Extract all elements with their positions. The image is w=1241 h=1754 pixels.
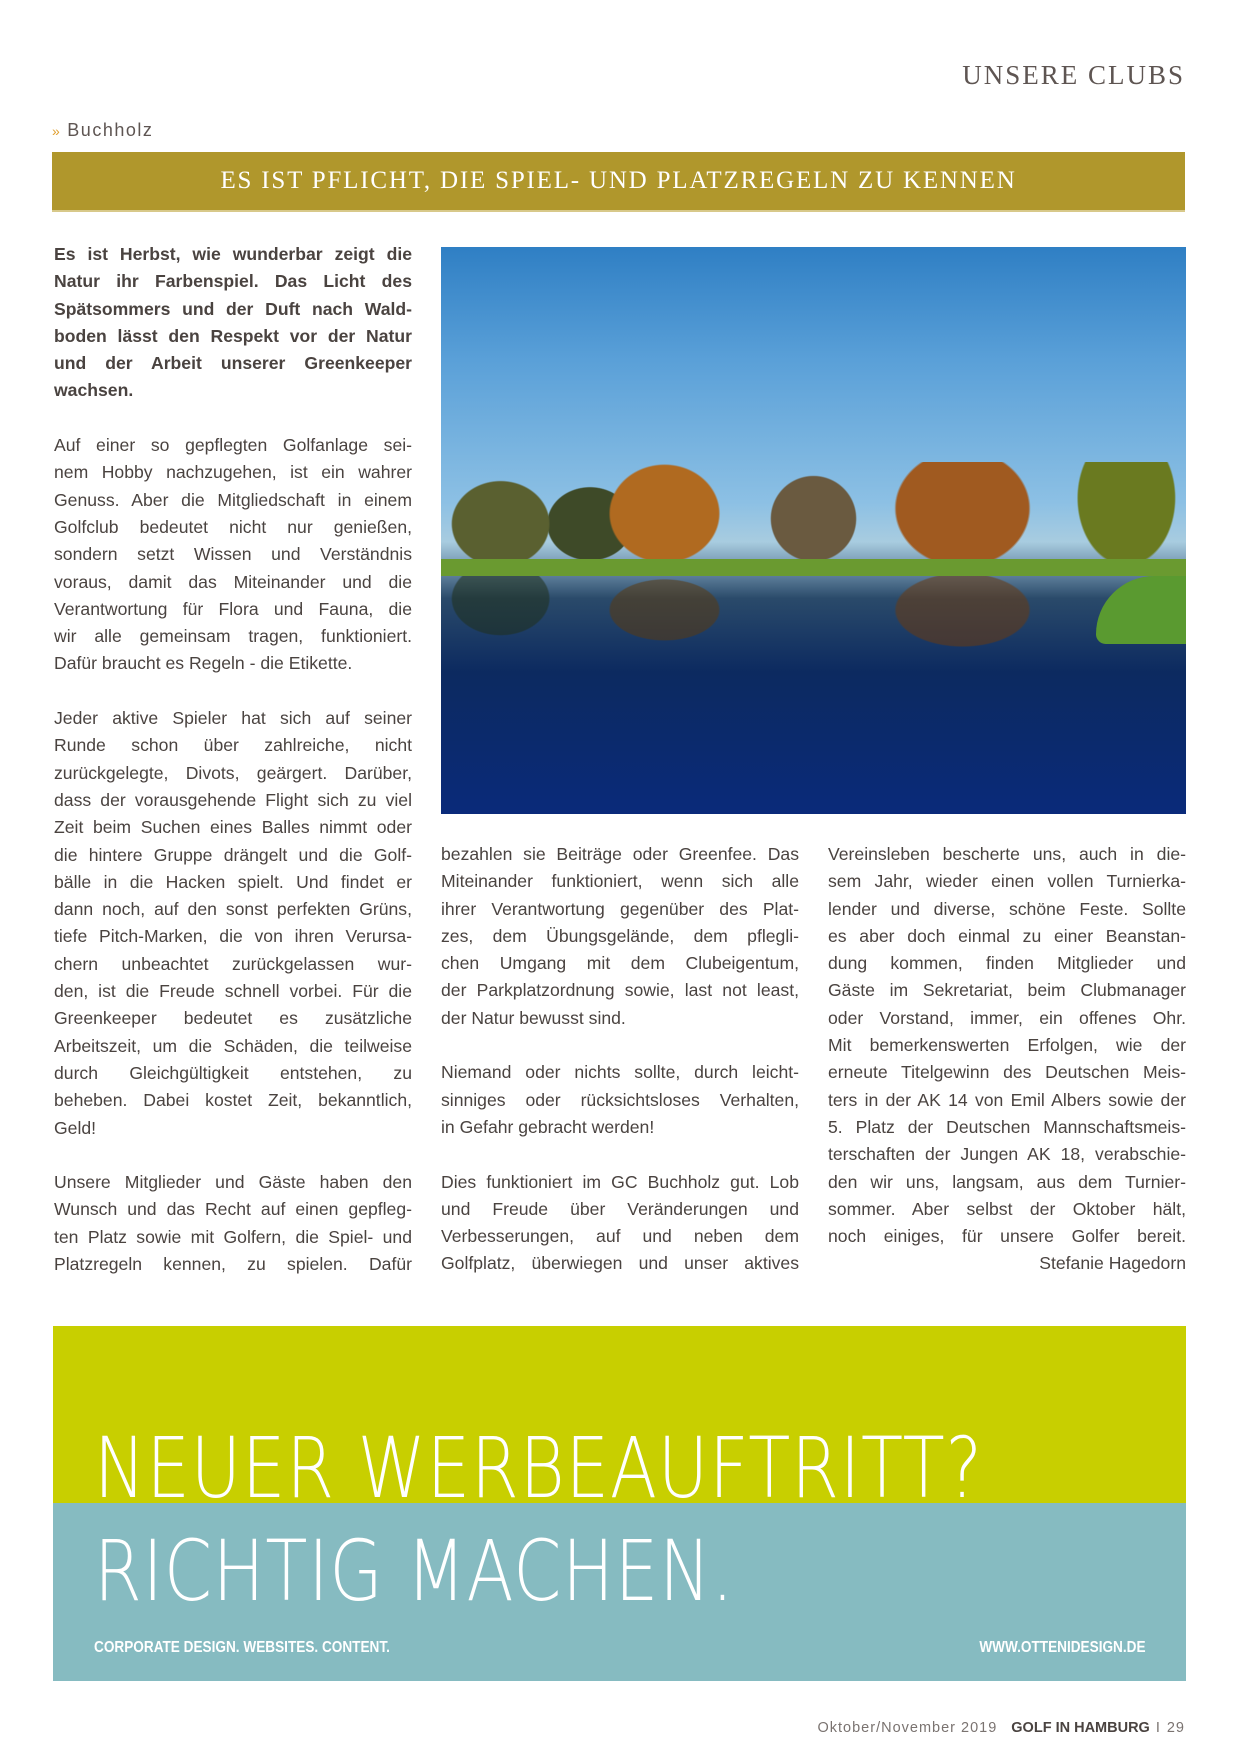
paragraph [54, 1169, 412, 1278]
issue-date: Oktober/November 2019 [817, 1720, 998, 1736]
text-line: in Gefahr gebracht werden! [441, 1116, 655, 1137]
paragraph [441, 841, 799, 1032]
text-line: tiefe Pitch-Marken, die von ihren Verursa- [54, 926, 412, 947]
text-line: Golfplatz, überwiegen und unser aktives [441, 1253, 799, 1274]
text-line: Wunsch und das Recht auf einen gepfleg- [54, 1199, 412, 1220]
page-footer [818, 1720, 1186, 1736]
article-column-2 [441, 841, 799, 1305]
magazine-name: GOLF IN HAMBURG [1011, 1720, 1150, 1736]
ad-url[interactable]: WWW.OTTENIDESIGN.DE [979, 1639, 1146, 1656]
article-title: ES IST PFLICHT, DIE SPIEL- UND PLATZREGELN ZU KENNEN [220, 167, 1017, 194]
separator: I [1155, 1720, 1161, 1736]
text-line: der Natur bewusst sind. [441, 1007, 626, 1028]
article-title-banner [52, 152, 1185, 212]
text-line: Unsere Mitglieder und Gäste haben den [54, 1172, 412, 1193]
text-line: und Freude über Veränderungen und [441, 1198, 799, 1219]
text-line: Dafür braucht es Regeln - die Etikette. [54, 653, 353, 674]
text-line: zes, dem Übungsgelände, dem pflegli- [441, 925, 799, 946]
advertisement[interactable] [53, 1326, 1186, 1681]
text-line: Jeder aktive Spieler hat sich auf seiner [54, 708, 412, 729]
text-line: Spätsommers und der Duft nach Wald- [54, 298, 412, 319]
text-line: Platzregeln kennen, zu spielen. Dafür [54, 1253, 412, 1274]
text-line: Gäste im Sekretariat, beim Clubmanager [828, 980, 1186, 1001]
ad-headline-2: RICHTIG MACHEN. [94, 1522, 735, 1620]
text-line: wachsen. [54, 380, 134, 401]
text-line: den, ist die Freude schnell vorbei. Für die [54, 981, 412, 1002]
ad-tagline: CORPORATE DESIGN. WEBSITES. CONTENT. [94, 1639, 390, 1656]
paragraph [54, 241, 412, 405]
text-line: chen Umgang mit dem Clubeigentum, [441, 953, 799, 974]
text-line: Arbeitszeit, um die Schäden, die teilweise [54, 1035, 412, 1056]
text-line: Geld! [54, 1117, 97, 1138]
text-line: dann noch, auf den sonst perfekten Grüns, [54, 899, 412, 920]
paragraph [828, 841, 1186, 1278]
text-line: terschaften der Jungen AK 18, verabschie- [828, 1144, 1186, 1165]
text-line: beheben. Dabei kostet Zeit, bekanntlich, [54, 1090, 412, 1111]
paragraph [441, 1059, 799, 1141]
text-line: Mit bemerkenswerten Erfolgen, wie der [828, 1035, 1186, 1056]
text-line: Golfclub bedeutet nicht nur genießen, [54, 516, 412, 537]
text-line: Miteinander funktioniert, wenn sich alle [441, 871, 799, 892]
text-line: Zeit beim Suchen eines Balles nimmt oder [54, 817, 412, 838]
text-line: Vereinsleben bescherte uns, auch in die- [828, 844, 1186, 864]
ad-headline-1: NEUER WERBEAUFTRITT? [94, 1419, 983, 1517]
text-line: den wir uns, langsam, aus dem Turnier- [828, 1171, 1186, 1192]
text-line: Niemand oder nichts sollte, durch leicht- [441, 1062, 799, 1083]
text-line: noch einiges, für unsere Golfer bereit. [828, 1226, 1186, 1247]
text-line: voraus, damit das Miteinander und die [54, 571, 412, 592]
text-line: Runde schon über zahlreiche, nicht [54, 735, 412, 756]
text-line: Es ist Herbst, wie wunderbar zeigt die [54, 244, 412, 264]
text-line: nem Hobby nachzugehen, ist ein wahrer [54, 462, 412, 483]
text-line: lender und diverse, schöne Feste. Sollte [828, 898, 1186, 919]
text-line: Dies funktioniert im GC Buchholz gut. Lob [441, 1171, 799, 1192]
text-line: Natur ihr Farbenspiel. Das Licht des [54, 271, 412, 292]
text-line: der Parkplatzordnung sowie, last not least, [441, 980, 799, 1001]
text-line: durch Gleichgültigkeit entstehen, zu [54, 1062, 412, 1083]
text-line: 5. Platz der Deutschen Mannschaftsmeis- [828, 1116, 1186, 1137]
text-line: wir alle gemeinsam tragen, funktioniert. [54, 626, 412, 647]
section-title: UNSERE CLUBS [962, 60, 1185, 90]
article-column-1 [54, 241, 412, 1306]
text-line: und der Arbeit unserer Greenkeeper [54, 353, 412, 374]
text-line: boden lässt den Respekt vor der Natur [54, 325, 412, 346]
text-line: ten Platz sowie mit Golfern, die Spiel- und [54, 1226, 412, 1247]
text-line: ihrer Verantwortung gegenüber des Plat- [441, 898, 799, 919]
text-line: bälle in die Hacken spielt. Und findet er [54, 871, 412, 892]
text-line: ters in der AK 14 von Emil Albers sowie der [828, 1089, 1186, 1110]
chevron-right-icon: » [52, 123, 62, 139]
text-line: chern unbeachtet zurückgelassen wur- [54, 953, 412, 974]
text-line: sondern setzt Wissen und Verständnis [54, 544, 412, 565]
text-line: Greenkeeper bedeutet es zusätzliche [54, 1008, 412, 1029]
text-line: die hintere Gruppe drängelt und die Golf- [54, 844, 412, 865]
text-line: Verbesserungen, auf und neben dem [441, 1226, 799, 1247]
author-signature: Stefanie Hagedorn [1039, 1253, 1186, 1274]
text-line: bezahlen sie Beiträge oder Greenfee. Das [441, 844, 799, 864]
text-line: Verantwortung für Flora und Fauna, die [54, 598, 412, 619]
text-line: sommer. Aber selbst der Oktober hält, [828, 1198, 1186, 1219]
breadcrumb [52, 120, 153, 141]
text-line: erneute Titelgewinn des Deutschen Meis- [828, 1062, 1186, 1083]
paragraph [54, 705, 412, 1142]
text-line: sem Jahr, wieder einen vollen Turnierka- [828, 871, 1186, 892]
breadcrumb-label: Buchholz [67, 120, 154, 140]
lake-photo [441, 247, 1186, 814]
article-column-3 [828, 841, 1186, 1305]
text-line: sinniges oder rücksichtsloses Verhalten, [441, 1089, 799, 1110]
text-line: zurückgelegte, Divots, geärgert. Darüber, [54, 762, 412, 783]
text-line: Auf einer so gepflegten Golfanlage sei- [54, 435, 412, 456]
page-number: 29 [1166, 1720, 1185, 1736]
text-line: es aber doch einmal zu einer Beanstan- [828, 925, 1186, 946]
text-line: dung kommen, finden Mitglieder und [828, 953, 1186, 974]
text-line: dass der vorausgehende Flight sich zu viel [54, 789, 412, 810]
text-line: oder Vorstand, immer, ein offenes Ohr. [828, 1007, 1186, 1028]
paragraph [441, 1169, 799, 1278]
paragraph [54, 432, 412, 678]
text-line: Genuss. Aber die Mitgliedschaft in einem [54, 489, 412, 510]
